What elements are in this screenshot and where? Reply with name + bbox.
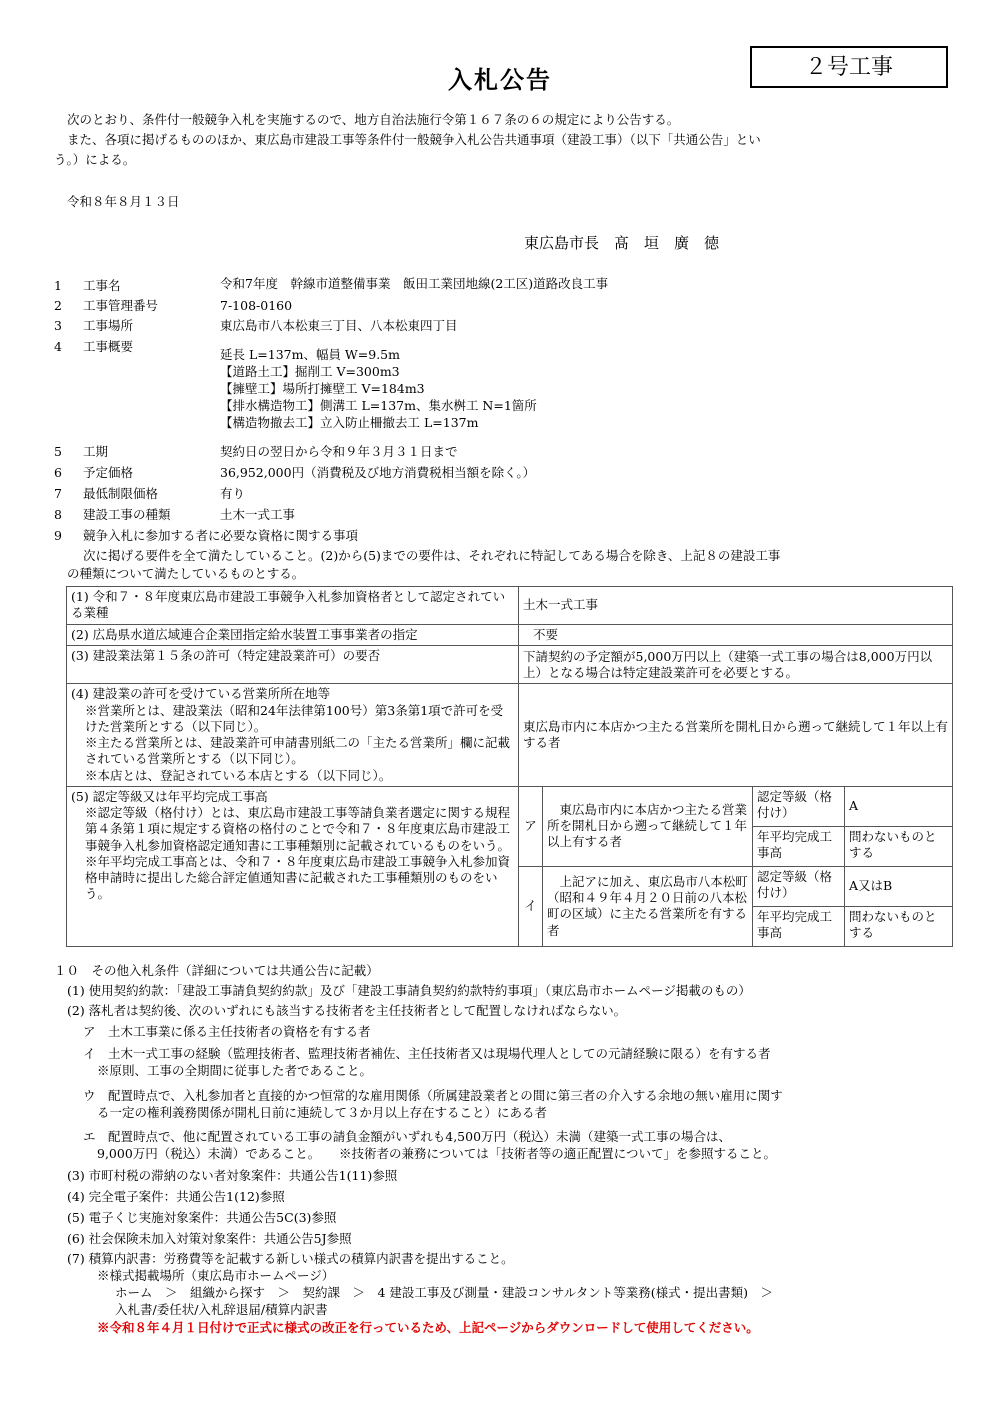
condition-2-u-line-1: ウ 配置時点で、入札参加者と直接的かつ恒常的な雇用関係（所属建設業者との間に第三者の介入する余地の無い雇用に関す	[83, 1088, 783, 1103]
table-row	[67, 684, 953, 787]
item-value-period: 契約日の翌日から令和９年３月３１日まで	[220, 444, 458, 459]
intro-line-3: う。）による。	[54, 152, 136, 167]
table-row	[67, 625, 953, 646]
overview-line: 【擁壁工】場所打擁壁工 V=184m3	[220, 381, 425, 396]
item-number: 1	[54, 278, 62, 293]
item-value-location: 東広島市八本松東三丁目、八本松東四丁目	[220, 318, 458, 333]
form-location-path-end: 入札書/委任状/入札辞退届/積算内訳書	[115, 1302, 328, 1317]
condition-5: (5) 電子くじ実施対象案件：共通公告5C(3)参照	[67, 1210, 337, 1225]
option-a-description: 東広島市内に本店かつ主たる営業所を開札日から遡って継続して１年以上有する者	[543, 786, 753, 866]
construction-number-box: ２号工事	[750, 46, 948, 88]
condition-2-e-line-1: エ 配置時点で、他に配置されている工事の請負金額がいずれも4,500万円（税込）未満（建築一式工事の場合は、	[83, 1129, 732, 1144]
overview-line: 【構造物撤去工】立入防止柵撤去工 L=137m	[220, 415, 479, 430]
condition-2-u-line-2: る一定の権利義務関係が開札日前に連続して３か月以上存在すること）にある者	[97, 1105, 548, 1120]
condition-2-e-line-2: 9,000万円（税込）未満）であること。 ※技術者の兼務については「技術者等の適正配置について」を参照すること。	[97, 1146, 777, 1161]
condition-2: (2) 落札者は契約後、次のいずれにも該当する技術者を主任技術者として配置しなければならない。	[67, 1003, 627, 1018]
intro-line-1: 次のとおり、条件付一般競争入札を実施するので、地方自治法施行令第１６７条の６の規定により公告する。	[67, 112, 680, 127]
req-5-note: ※認定等級（格付け）とは、東広島市建設工事等請負業者選定に関する規程第４条第１項に規定する資格の格付のことで令和７・８年度東広島市建設工事競争入札参加資格認定通知書に工事種類別に記載されているものをいう。	[85, 805, 511, 853]
section9-desc-2: の種類について満たしているものとする。	[67, 566, 305, 581]
item-number: 8	[54, 507, 62, 522]
item-number: 5	[54, 444, 62, 459]
option-b-description: 上記アに加え、東広島市八本松町（昭和４９年４月２０日前の八本松町の区域）に主たる営業所を有する者	[543, 866, 753, 946]
form-location-path: ホーム ＞ 組織から探す ＞ 契約課 ＞ 4 建設工事及び測量・建設コンサルタント等業務(様式・提出書類) ＞	[115, 1285, 774, 1300]
req-4-label	[67, 684, 519, 787]
item-label-qualifications: 競争入札に参加する者に必要な資格に関する事項	[83, 528, 359, 543]
item-number: 4	[54, 339, 62, 354]
req-4-value: 東広島市内に本店かつ主たる営業所を開札日から遡って継続して１年以上有する者	[519, 684, 953, 787]
overview-line: 【排水構造物工】側溝工 L=137m、集水桝工 N=1箇所	[220, 398, 537, 413]
item-label-overview: 工事概要	[83, 339, 134, 354]
condition-6: (6) 社会保険未加入対策対象案件：共通公告5J参照	[67, 1231, 352, 1246]
section10-heading: １０ その他入札条件（詳細については共通公告に記載）	[54, 963, 379, 978]
table-row	[67, 587, 953, 625]
form-revision-notice: ※令和８年４月１日付けで正式に様式の改正を行っているため、上記ページからダウンロードして使用してください。	[97, 1320, 759, 1335]
condition-2-a: ア 土木工事業に係る主任技術者の資格を有する者	[83, 1024, 371, 1039]
condition-7: (7) 積算内訳書：労務費等を記載する新しい様式の積算内訳書を提出すること。	[67, 1251, 514, 1266]
item-label-construction-type: 建設工事の種類	[83, 507, 171, 522]
item-value-minimum-price: 有り	[220, 486, 246, 501]
req-5-note: ※年平均完成工事高とは、令和７・８年度東広島市建設工事競争入札参加資格申請時に提出した総合評定値通知書に記載された工事種類別のものをいう。	[85, 853, 511, 902]
item-number: 6	[54, 465, 62, 480]
overview-line: 延長 L=137m、幅員 W=9.5m	[220, 347, 400, 362]
req-4-note: ※営業所とは、建設業法（昭和24年法律第100号）第3条第1項で許可を受けた営業所とする（以下同じ）。	[85, 702, 504, 734]
section9-desc-1: 次に掲げる要件を全て満たしていること。(2)から(5)までの要件は、それぞれに特記してある場合を除き、上記８の建設工事	[83, 548, 781, 563]
option-a-sales-value: 問わないものとする	[845, 826, 953, 866]
req-3-value: 下請契約の予定額が5,000万円以上（建築一式工事の場合は8,000万円以上）となる場合は特定建設業許可を必要とする。	[519, 646, 953, 684]
notice-date: 令和８年８月１３日	[67, 194, 180, 209]
req-4-note: ※本店とは、登記されている本店とする（以下同じ）。	[85, 767, 392, 783]
page-title: 入札公告	[448, 65, 552, 94]
table-row	[67, 646, 953, 684]
option-a-sales-label: 年平均完成工事高	[753, 826, 845, 866]
table-row	[67, 786, 953, 826]
item-label-management-number: 工事管理番号	[83, 298, 159, 313]
option-b-grade-value: A又はB	[845, 866, 953, 906]
item-value-management-number: 7-108-0160	[220, 298, 293, 313]
intro-line-2: また、各項に掲げるもののほか、東広島市建設工事等条件付一般競争入札公告共通事項（建設工事）（以下「共通公告」とい	[67, 132, 761, 147]
item-value-construction-type: 土木一式工事	[220, 507, 296, 522]
req-5-heading: (5) 認定等級又は年平均完成工事高	[71, 788, 268, 804]
requirements-table	[66, 586, 953, 947]
signer: 東広島市長 髙 垣 廣 徳	[524, 234, 720, 252]
condition-2-i-note: ※原則、工事の全期間に従事した者であること。	[97, 1063, 373, 1078]
req-1-label: (1) 令和７・８年度東広島市建設工事競争入札参加資格者として認定されている業種	[67, 587, 519, 625]
req-5-label	[67, 786, 519, 946]
overview-line: 【道路土工】掘削工 V=300m3	[220, 364, 400, 379]
req-4-note: ※主たる営業所とは、建設業許可申請書別紙二の「主たる営業所」欄に記載されている営業所とする（以下同じ）。	[85, 735, 511, 767]
item-label-period: 工期	[83, 444, 109, 459]
option-b-sales-value: 問わないものとする	[845, 906, 953, 946]
condition-2-i: イ 土木一式工事の経験（監理技術者、監理技術者補佐、主任技術者又は現場代理人としての元請経験に限る）を有する者	[83, 1046, 771, 1061]
item-number: 7	[54, 486, 62, 501]
req-2-label: (2) 広島県水道広域連合企業団指定給水装置工事事業者の指定	[67, 625, 519, 646]
option-a-mark: ア	[519, 786, 543, 866]
option-b-sales-label: 年平均完成工事高	[753, 906, 845, 946]
option-b-grade-label: 認定等級（格付け）	[753, 866, 845, 906]
item-label-project-name: 工事名	[83, 278, 121, 293]
condition-4: (4) 完全電子案件：共通公告1(12)参照	[67, 1189, 285, 1204]
req-1-value: 土木一式工事	[519, 587, 953, 625]
option-b-mark: イ	[519, 866, 543, 946]
condition-1: (1) 使用契約約款：「建設工事請負契約約款」及び「建設工事請負契約約款特約事項」（東広島市ホームページ掲載のもの）	[67, 983, 751, 998]
item-value-project-name: 令和7年度 幹線市道整備事業 飯田工業団地線(2工区)道路改良工事	[220, 276, 609, 291]
req-4-heading: (4) 建設業の許可を受けている営業所所在地等	[71, 686, 331, 702]
condition-3: (3) 市町村税の滞納のない者対象案件：共通公告1(11)参照	[67, 1168, 398, 1183]
item-value-estimated-price: 36,952,000円（消費税及び地方消費税相当額を除く。）	[220, 465, 536, 480]
option-a-grade-value: A	[845, 786, 953, 826]
item-label-location: 工事場所	[83, 318, 134, 333]
item-number: 3	[54, 318, 62, 333]
item-label-estimated-price: 予定価格	[83, 465, 134, 480]
item-label-minimum-price: 最低制限価格	[83, 486, 159, 501]
item-number: 9	[54, 528, 62, 543]
form-location-label: ※様式掲載場所（東広島市ホームページ）	[97, 1268, 335, 1283]
option-a-grade-label: 認定等級（格付け）	[753, 786, 845, 826]
req-3-label: (3) 建設業法第１５条の許可（特定建設業許可）の要否	[67, 646, 519, 684]
req-2-value: 不要	[519, 625, 953, 646]
item-number: 2	[54, 298, 62, 313]
